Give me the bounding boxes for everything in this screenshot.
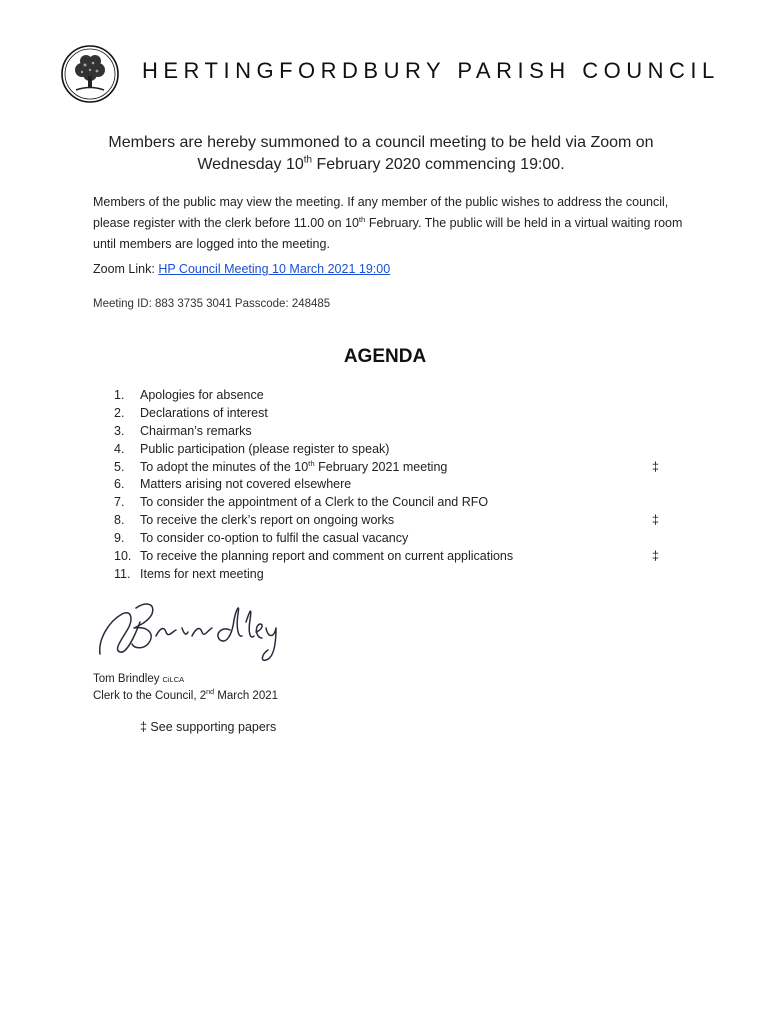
agenda-item-number: 1. [114, 388, 125, 402]
summons-date-rest: February 2020 commencing 19:00. [312, 156, 565, 173]
meeting-summons [60, 132, 702, 176]
agenda-item [114, 530, 674, 548]
summons-line-1: Members are hereby summoned to a council meeting to be held via Zoom on [108, 134, 654, 151]
public-notice [93, 192, 683, 255]
agenda-item [114, 512, 674, 530]
handwritten-signature [90, 592, 290, 672]
agenda-item-sup: th [308, 458, 315, 468]
agenda-item-text: Items for next meeting [140, 566, 264, 581]
summons-line-2 [60, 154, 702, 176]
summons-date-prefix: Wednesday 10 [197, 156, 304, 173]
agenda-item-number: 7. [114, 495, 125, 510]
agenda-list [114, 387, 674, 584]
public-notice-text-end: February. The public will be held in a virtual waiting room until members are logged into the meeting. [93, 216, 683, 251]
agenda-item-text: Declarations of interest [140, 405, 268, 420]
supporting-papers-mark: ‡ [652, 513, 659, 528]
agenda-item [114, 441, 674, 459]
agenda-item [114, 476, 674, 494]
supporting-papers-footnote: ‡ See supporting papers [140, 720, 277, 734]
agenda-item [114, 494, 674, 512]
agenda-item [114, 566, 674, 584]
agenda-item-text: Matters arising not covered elsewhere [140, 477, 352, 492]
agenda-item-number: 9. [114, 531, 125, 546]
agenda-item-text: Chairman’s remarks [140, 423, 252, 438]
agenda-item [114, 387, 674, 405]
agenda-item-text: To consider co-option to fulfil the casual vacancy [140, 531, 409, 546]
signatory-role-date: March 2021 [214, 690, 279, 702]
agenda-item-text: Apologies for absence [140, 388, 264, 402]
agenda-item-text: To receive the planning report and comment on current applications [140, 549, 514, 564]
meeting-id: Meeting ID: 883 3735 3041 Passcode: 248485 [93, 298, 331, 310]
agenda-item [114, 405, 674, 423]
agenda-heading: AGENDA [343, 346, 427, 367]
signatory-role-text: Clerk to the Council, 2 [93, 690, 207, 702]
agenda-item-number: 10. [114, 549, 132, 564]
agenda-item-text: To consider the appointment of a Clerk to the Council and RFO [140, 495, 489, 510]
summons-date-suffix: th [303, 154, 313, 166]
council-title: HERTINGFORDBURY PARISH COUNCIL [142, 58, 720, 83]
signatory-role-sup: nd [206, 688, 215, 697]
council-logo [60, 44, 120, 104]
signatory-name: Tom Brindley [93, 673, 160, 685]
signatory-block [93, 671, 278, 705]
signatory-name-line [93, 671, 278, 688]
agenda-item-number: 11. [114, 566, 131, 581]
signatory-role [93, 688, 278, 705]
agenda-item-text: To adopt the minutes of the 10 [140, 459, 309, 474]
supporting-papers-mark: ‡ [652, 549, 659, 564]
signatory-credential: CiLCA [162, 675, 185, 684]
public-notice-text: Members of the public may view the meeting. If any member of the public wishes to address the council, please register with the clerk before 11.00 on 10 [93, 195, 669, 230]
agenda-item-number: 4. [114, 441, 125, 456]
agenda-item-text: Public participation (please register to speak) [140, 441, 390, 456]
oak-tree-crest-icon [60, 44, 120, 104]
agenda-item [114, 548, 674, 566]
agenda-item [114, 423, 674, 441]
agenda-item-number: 5. [114, 459, 125, 474]
agenda-item-text-end: February 2021 meeting [314, 459, 448, 474]
zoom-link-row [93, 262, 390, 276]
agenda-item-number: 8. [114, 513, 125, 528]
agenda-item-number: 3. [114, 423, 125, 438]
agenda-item-text: To receive the clerk’s report on ongoing works [140, 513, 395, 528]
supporting-papers-mark: ‡ [652, 459, 659, 474]
agenda-item [114, 459, 674, 477]
agenda-item-number: 2. [114, 405, 125, 420]
zoom-link-label: Zoom Link: [93, 262, 159, 276]
public-notice-sup: th [358, 214, 366, 224]
agenda-item-number: 6. [114, 477, 125, 492]
zoom-meeting-link[interactable]: HP Council Meeting 10 March 2021 19:00 [158, 262, 391, 276]
